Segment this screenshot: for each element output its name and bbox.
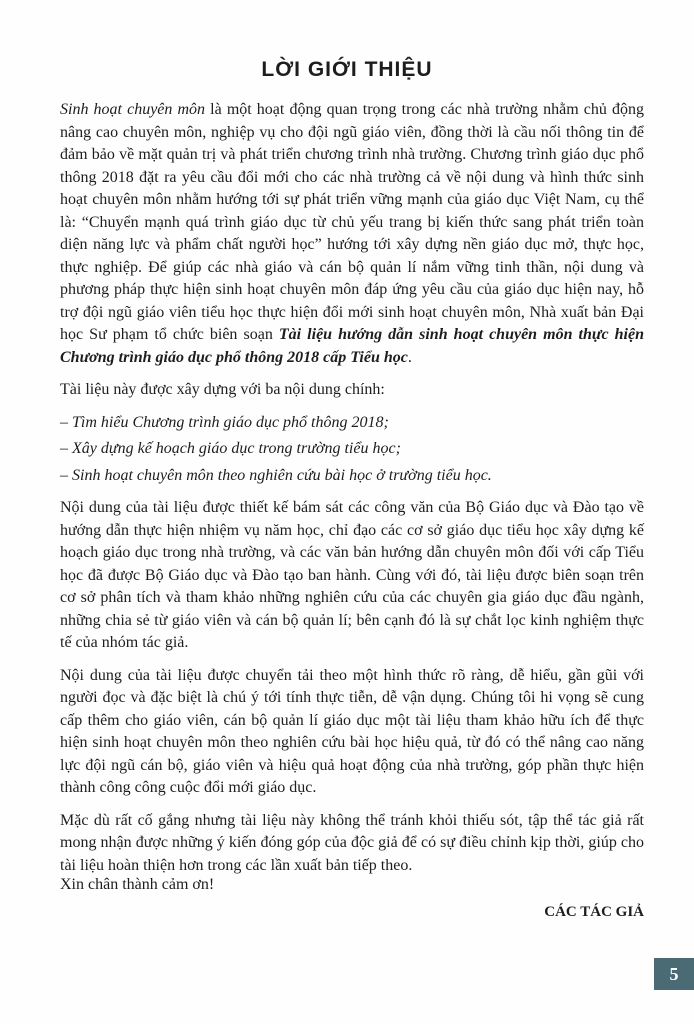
paragraph-content: Nội dung của tài liệu được chuyển tải theo một hình thức rõ ràng, dễ hiểu, gần gũi với người đọc và đặc biệt là chú ý tới tính thực tiễn, dễ vận dụng. Chúng tôi hi vọng sẽ cung cấp thêm cho giáo viên, cán bộ quản lí giáo dục một tài liệu tham khảo hữu ích để thực hiện sinh hoạt chuyên môn theo nghiên cứu bài học hiệu quả, từ đó có thể nâng cao năng lực đội ngũ cán bộ, giáo viên và hiệu quả hoạt động của nhà trường, góp phần thực hiện thành công công cuộc đổi mới giáo dục.	[60, 666, 644, 796]
page-title: LỜI GIỚI THIỆU	[261, 58, 433, 81]
list-item: – Tìm hiểu Chương trình giáo dục phổ thông 2018;	[60, 413, 389, 431]
author-signature: CÁC TÁC GIẢ	[544, 904, 644, 920]
book-title: Tài liệu hướng dẫn sinh hoạt chuyên môn thực hiện Chương trình giáo dục phổ thông 2018 cấp Tiểu học	[60, 326, 644, 366]
document-body	[60, 99, 644, 887]
list-intro: Tài liệu này được xây dựng với ba nội dung chính:	[60, 381, 385, 398]
page-number-tab: 5	[654, 958, 694, 990]
intro-paragraph	[60, 99, 644, 369]
thanks-line: Xin chân thành cảm ơn!	[60, 876, 215, 893]
intro-end: .	[407, 348, 412, 366]
content-list	[60, 412, 644, 488]
paragraph-design: Nội dung của tài liệu được thiết kế bám sát các công văn của Bộ Giáo dục và Đào tạo về hướng dẫn thực hiện nhiệm vụ năm học, chỉ đạo các cơ sở giáo dục tiểu học xây dựng kế hoạch giáo dục trong nhà trường, và các văn bản hướng dẫn chuyên môn đối với cấp Tiểu học đã được Bộ Giáo dục và Đào tạo ban hành. Cùng với đó, tài liệu được biên soạn trên cơ sở phân tích và tham khảo những nghiên cứu của các chuyên gia giáo dục đầu ngành, những chia sẻ từ giáo viên và cán bộ quản lí; bên cạnh đó là sự chắt lọc kinh nghiệm thực tế của nhóm tác giả.	[60, 499, 644, 651]
list-item: – Sinh hoạt chuyên môn theo nghiên cứu bài học ở trường tiểu học.	[60, 466, 492, 484]
list-item: – Xây dựng kế hoạch giáo dục trong trường tiểu học;	[60, 440, 401, 457]
intro-text: là một hoạt động quan trọng trong các nhà trường nhằm chủ động nâng cao chuyên môn, nghiệp vụ cho đội ngũ giáo viên, đồng thời là cầu nối thông tin để đảm bảo về mặt quản trị và phát triển chương trình nhà trường. Chương trình giáo dục phổ thông 2018 đặt ra yêu cầu đổi mới cho các nhà trường cả về nội dung và hình thức sinh hoạt chuyên môn nhằm hướng tới sự phát triển vững mạnh của giáo dục Việt Nam, cụ thể là: “Chuyển mạnh quá trình giáo dục từ chủ yếu trang bị kiến thức sang phát triển toàn diện năng lực và phẩm chất người học” hướng tới xây dựng nền giáo dục mở, thực học, thực nghiệp. Để giúp các nhà giáo và cán bộ quản lí nắm vững tinh thần, nội dung và phương pháp thực hiện sinh hoạt chuyên môn đáp ứng yêu cầu của giáo dục hiện nay, hỗ trợ đội ngũ giáo viên tiểu học thực hiện đổi mới sinh hoạt chuyên môn, Nhà xuất bản Đại học Sư phạm tổ chức biên soạn	[60, 101, 645, 343]
intro-lead: Sinh hoạt chuyên môn	[60, 101, 206, 118]
paragraph-feedback: Mặc dù rất cố gắng nhưng tài liệu này không thể tránh khỏi thiếu sót, tập thể tác giả rất mong nhận được những ý kiến đóng góp của độc giả để có sự điều chỉnh kịp thời, giúp cho tài liệu hoàn thiện hơn trong các lần xuất bản tiếp theo.	[60, 811, 644, 874]
